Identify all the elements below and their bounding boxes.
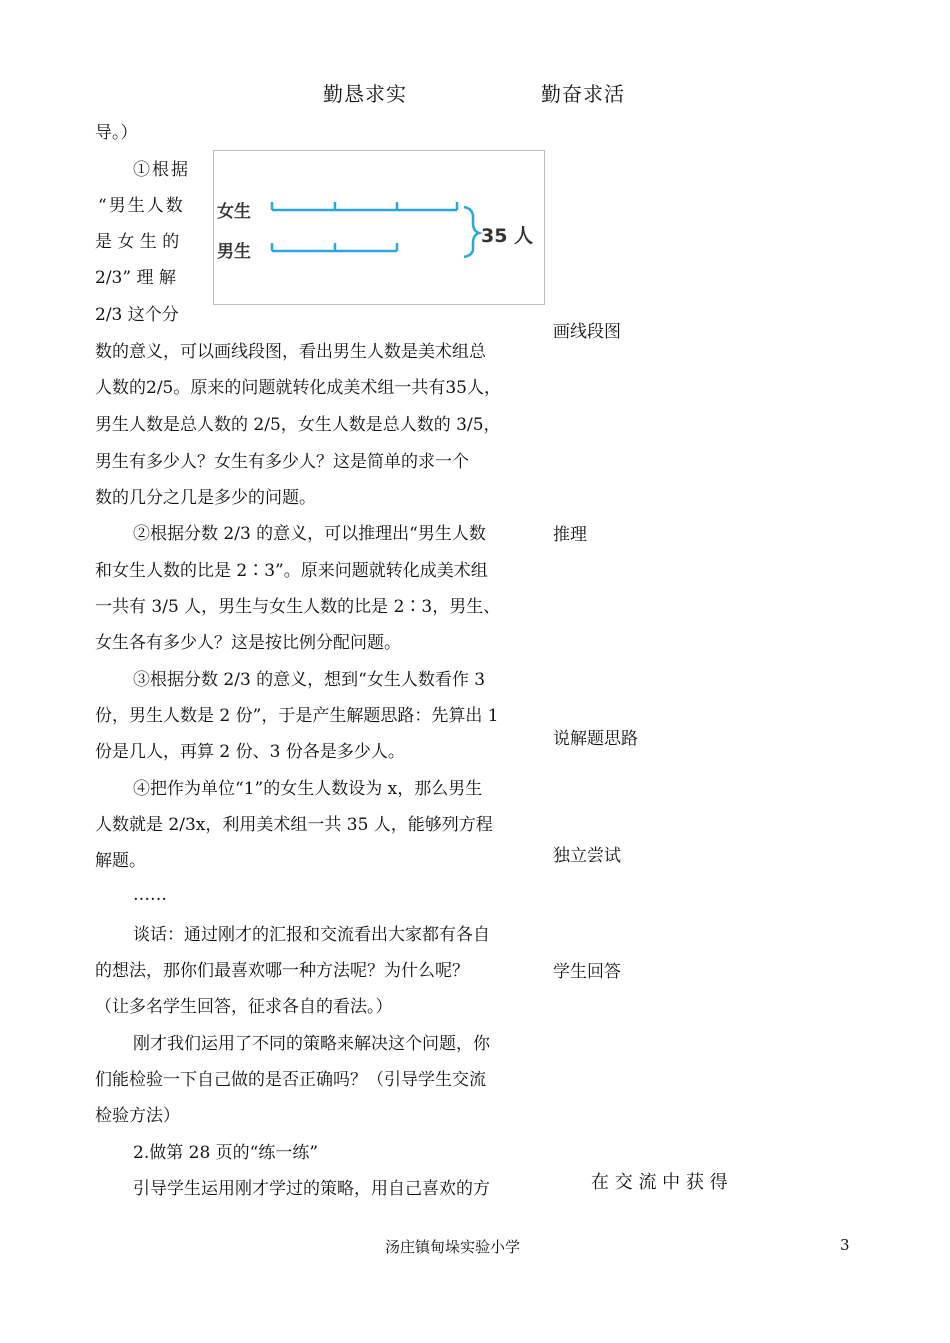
page-number: 3 [840,1236,850,1254]
text-line: 解题。 [95,851,146,871]
text-line: 数的几分之几是多少的问题。 [95,488,316,508]
line-segment-diagram [213,150,545,305]
footer-school: 汤庄镇甸垛实验小学 [385,1238,521,1256]
text-line: 检验方法） [95,1106,180,1126]
text-line: 刚才我们运用了不同的策略来解决这个问题，你 [133,1034,490,1054]
text-line: “男生人数 [98,196,185,216]
text-line: 人数的2/5。原来的问题就转化成美术组一共有35人， [95,378,501,398]
text-line: ④把作为单位“1”的女生人数设为 x，那么男生 [133,779,483,799]
girls-label: 女生 [217,202,251,222]
text-line: 是 女 生 的 [95,232,180,252]
text-line: 2/3 这个分 [95,305,179,325]
side-note: 画线段图 [553,322,621,342]
side-note: 说解题思路 [553,729,638,749]
text-line: 女生各有多少人？这是按比例分配问题。 [95,633,401,653]
total-brace [464,207,479,257]
text-line: ②根据分数 2/3 的意义，可以推理出“男生人数 [133,524,486,544]
text-line: 们能检验一下自己做的是否正确吗？（引导学生交流 [95,1070,486,1090]
text-line: 的想法，那你们最喜欢哪一种方法呢？为什么呢？ [95,961,469,981]
text-line: 份是几人，再算 2 份、3 份各是多少人。 [95,742,405,762]
side-note: 在 交 流 中 获 得 [591,1172,728,1193]
text-line: 2.做第 28 页的“练一练” [133,1143,319,1163]
text-line: 谈话：通过刚才的汇报和交流看出大家都有各自 [133,925,490,945]
text-line: 男生有多少人？女生有多少人？这是简单的求一个 [95,452,469,472]
text-line: 导。） [95,123,138,143]
text-line: 2/3” 理 解 [95,268,176,288]
header-right-motto: 勤奋求活 [541,82,625,106]
text-line: ③根据分数 2/3 的意义，想到“女生人数看作 3 [133,670,486,690]
text-line: 数的意义，可以画线段图，看出男生人数是美术组总 [95,342,486,362]
text-line: 男生人数是总人数的 2/5，女生人数是总人数的 3/5， [95,415,501,435]
total-label: 35 人 [481,225,534,247]
text-line: ①根据 [133,160,190,180]
side-note: 推理 [553,525,587,545]
text-line: 和女生人数的比是 2∶3”。原来问题就转化成美术组 [95,561,488,581]
side-note: 学生回答 [553,962,621,982]
boys-label: 男生 [217,242,251,262]
side-note: 独立尝试 [553,846,621,866]
text-line: 人数就是 2/3x，利用美术组一共 35 人，能够列方程 [95,815,493,835]
text-line: 份，男生人数是 2 份”，于是产生解题思路：先算出 1 [95,706,499,726]
text-line: …… [133,885,167,905]
text-line: （让多名学生回答，征求各自的看法。） [95,997,393,1017]
text-line: 引导学生运用刚才学过的策略，用自己喜欢的方 [133,1179,490,1199]
header-left-motto: 勤恳求实 [323,82,407,106]
text-line: 一共有 3/5 人，男生与女生人数的比是 2∶3，男生、 [95,597,501,617]
